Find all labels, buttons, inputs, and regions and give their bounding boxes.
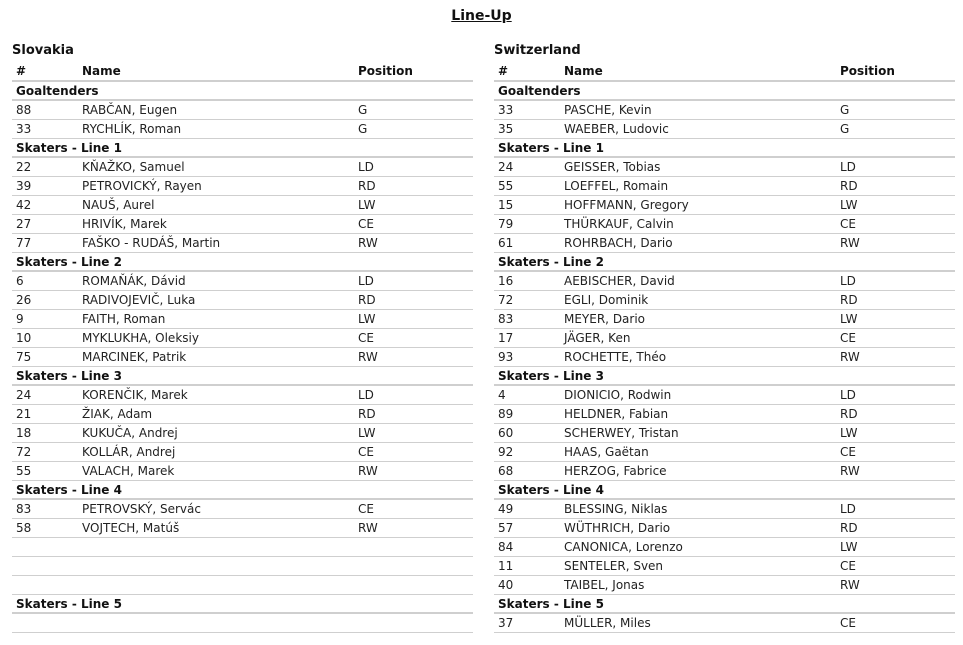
player-number: 9 xyxy=(16,312,24,326)
player-number: 33 xyxy=(498,103,514,117)
player-position: LW xyxy=(840,198,858,212)
player-name: MEYER, Dario xyxy=(564,312,646,326)
player-number: 22 xyxy=(16,160,32,174)
player-position: CE xyxy=(358,502,374,516)
table-row xyxy=(12,215,473,234)
player-name: WAEBER, Ludovic xyxy=(564,122,669,136)
player-position: CE xyxy=(358,331,374,345)
player-number: 6 xyxy=(16,274,24,288)
table-row xyxy=(12,196,473,215)
player-number: 4 xyxy=(498,388,506,402)
player-number: 24 xyxy=(498,160,514,174)
group-label: Skaters - Line 1 xyxy=(16,140,122,155)
player-name: KŇAŽKO, Samuel xyxy=(82,160,185,174)
table-row xyxy=(494,557,955,576)
group-header xyxy=(494,253,955,272)
player-name: MÜLLER, Miles xyxy=(564,616,651,630)
player-number: 24 xyxy=(16,388,32,402)
player-name: KORENČIK, Marek xyxy=(82,388,188,402)
player-name: ŽIAK, Adam xyxy=(82,407,153,421)
player-position: LD xyxy=(358,160,374,174)
player-number: 68 xyxy=(498,464,514,478)
table-row xyxy=(12,101,473,120)
group-header xyxy=(494,481,955,500)
player-number: 72 xyxy=(498,293,514,307)
player-position: RW xyxy=(840,236,860,250)
player-position: CE xyxy=(358,445,374,459)
player-name: WÜTHRICH, Dario xyxy=(564,521,671,535)
player-name: RADIVOJEVIČ, Luka xyxy=(82,293,196,307)
player-number: 75 xyxy=(16,350,32,364)
group-label: Goaltenders xyxy=(498,83,581,98)
table-row xyxy=(494,101,955,120)
player-position: LW xyxy=(358,198,376,212)
table-row xyxy=(12,386,473,405)
player-position: LD xyxy=(358,388,374,402)
table-row xyxy=(12,348,473,367)
player-name: PASCHE, Kevin xyxy=(564,103,652,117)
player-number: 42 xyxy=(16,198,32,212)
player-position: RW xyxy=(358,521,378,535)
table-row xyxy=(12,500,473,519)
table-header xyxy=(12,63,473,82)
player-number: 89 xyxy=(498,407,514,421)
group-label: Skaters - Line 2 xyxy=(16,254,122,269)
player-name: DIONICIO, Rodwin xyxy=(564,388,672,402)
group-label: Skaters - Line 3 xyxy=(16,368,122,383)
player-position: LW xyxy=(358,426,376,440)
table-row xyxy=(494,158,955,177)
player-number: 49 xyxy=(498,502,514,516)
table-row xyxy=(494,443,955,462)
roster-rows xyxy=(12,82,473,633)
table-row xyxy=(12,462,473,481)
player-name: BLESSING, Niklas xyxy=(564,502,668,516)
player-name: HELDNER, Fabian xyxy=(564,407,669,421)
player-name: SENTELER, Sven xyxy=(564,559,664,573)
player-position: LD xyxy=(840,502,856,516)
player-number: 39 xyxy=(16,179,32,193)
player-position: RW xyxy=(840,578,860,592)
player-number: 93 xyxy=(498,350,514,364)
team-table-slovakia xyxy=(12,42,473,633)
player-position: RD xyxy=(840,521,858,535)
table-row xyxy=(12,120,473,139)
player-name: HAAS, Gaëtan xyxy=(564,445,649,459)
header-name: Name xyxy=(564,64,603,78)
player-position: RW xyxy=(358,464,378,478)
table-row xyxy=(12,177,473,196)
player-number: 21 xyxy=(16,407,32,421)
player-number: 37 xyxy=(498,616,514,630)
header-number: # xyxy=(498,64,509,78)
table-row xyxy=(12,614,473,633)
group-label: Skaters - Line 2 xyxy=(498,254,604,269)
table-row xyxy=(494,500,955,519)
player-name: VALACH, Marek xyxy=(82,464,175,478)
roster-rows xyxy=(494,82,955,633)
player-position: RW xyxy=(840,350,860,364)
player-number: 35 xyxy=(498,122,514,136)
player-name: VOJTECH, Matúš xyxy=(82,521,180,535)
player-name: PETROVICKÝ, Rayen xyxy=(82,179,202,193)
player-name: FAŠKO - RUDÁŠ, Martin xyxy=(82,236,221,250)
team-name: Slovakia xyxy=(12,43,74,58)
table-row xyxy=(12,310,473,329)
table-row xyxy=(494,177,955,196)
group-header xyxy=(494,82,955,101)
player-name: KUKUČA, Andrej xyxy=(82,426,178,440)
player-position: RW xyxy=(840,464,860,478)
player-number: 11 xyxy=(498,559,514,573)
player-name: NAUŠ, Aurel xyxy=(82,198,155,212)
player-number: 27 xyxy=(16,217,32,231)
player-number: 72 xyxy=(16,445,32,459)
player-position: LW xyxy=(840,312,858,326)
table-row xyxy=(12,519,473,538)
player-number: 83 xyxy=(16,502,32,516)
player-position: LW xyxy=(840,540,858,554)
group-header xyxy=(494,367,955,386)
table-row xyxy=(12,234,473,253)
table-row xyxy=(494,234,955,253)
player-name: CANONICA, Lorenzo xyxy=(564,540,683,554)
table-row xyxy=(12,291,473,310)
table-row xyxy=(494,291,955,310)
player-number: 26 xyxy=(16,293,32,307)
player-name: FAITH, Roman xyxy=(82,312,166,326)
player-number: 16 xyxy=(498,274,514,288)
player-position: G xyxy=(358,103,368,117)
player-number: 88 xyxy=(16,103,32,117)
table-row xyxy=(494,576,955,595)
table-row xyxy=(12,272,473,291)
page-title: Line-Up xyxy=(451,8,512,24)
player-position: RD xyxy=(840,407,858,421)
player-name: HERZOG, Fabrice xyxy=(564,464,667,478)
table-row xyxy=(12,158,473,177)
player-name: MYKLUKHA, Oleksiy xyxy=(82,331,199,345)
table-row xyxy=(494,310,955,329)
group-header xyxy=(12,481,473,500)
player-number: 10 xyxy=(16,331,32,345)
group-header xyxy=(494,139,955,158)
table-row xyxy=(12,557,473,576)
player-name: ROMAŇÁK, Dávid xyxy=(82,274,186,288)
table-row xyxy=(12,538,473,557)
team-name: Switzerland xyxy=(494,43,581,58)
player-name: AEBISCHER, David xyxy=(564,274,675,288)
player-number: 84 xyxy=(498,540,514,554)
table-row xyxy=(494,348,955,367)
player-position: CE xyxy=(840,616,856,630)
table-row xyxy=(494,215,955,234)
player-number: 77 xyxy=(16,236,32,250)
player-position: CE xyxy=(840,331,856,345)
table-row xyxy=(494,386,955,405)
table-row xyxy=(12,405,473,424)
player-name: TAIBEL, Jonas xyxy=(564,578,645,592)
header-position: Position xyxy=(358,64,413,78)
player-position: CE xyxy=(840,559,856,573)
table-row xyxy=(494,120,955,139)
player-position: RD xyxy=(358,293,376,307)
group-header xyxy=(12,595,473,614)
player-number: 55 xyxy=(16,464,32,478)
player-name: SCHERWEY, Tristan xyxy=(564,426,679,440)
player-number: 92 xyxy=(498,445,514,459)
player-name: JÄGER, Ken xyxy=(564,331,631,345)
player-number: 60 xyxy=(498,426,514,440)
player-position: RD xyxy=(358,179,376,193)
player-number: 55 xyxy=(498,179,514,193)
group-header xyxy=(12,82,473,101)
player-position: CE xyxy=(358,217,374,231)
header-number: # xyxy=(16,64,27,78)
group-label: Skaters - Line 5 xyxy=(16,596,122,611)
player-position: LD xyxy=(840,388,856,402)
table-row xyxy=(12,329,473,348)
table-row xyxy=(494,405,955,424)
group-header xyxy=(12,367,473,386)
table-row xyxy=(494,272,955,291)
player-number: 79 xyxy=(498,217,514,231)
group-label: Goaltenders xyxy=(16,83,99,98)
team-table-switzerland xyxy=(494,42,955,633)
player-number: 15 xyxy=(498,198,514,212)
player-name: MARCINEK, Patrik xyxy=(82,350,187,364)
player-name: HRIVÍK, Marek xyxy=(82,217,167,231)
table-row xyxy=(494,538,955,557)
player-position: CE xyxy=(840,445,856,459)
player-position: RD xyxy=(840,293,858,307)
table-row xyxy=(12,576,473,595)
header-name: Name xyxy=(82,64,121,78)
group-header xyxy=(494,595,955,614)
player-position: G xyxy=(840,122,850,136)
table-row xyxy=(494,519,955,538)
player-name: RABČAN, Eugen xyxy=(82,103,178,117)
player-position: RW xyxy=(358,236,378,250)
group-label: Skaters - Line 4 xyxy=(16,482,122,497)
table-row xyxy=(12,443,473,462)
group-header xyxy=(12,139,473,158)
header-position: Position xyxy=(840,64,895,78)
player-name: PETROVSKÝ, Servác xyxy=(82,502,201,516)
player-position: LW xyxy=(840,426,858,440)
table-row xyxy=(494,424,955,443)
player-position: LD xyxy=(840,274,856,288)
player-number: 17 xyxy=(498,331,514,345)
player-position: RD xyxy=(358,407,376,421)
player-position: LW xyxy=(358,312,376,326)
player-position: RD xyxy=(840,179,858,193)
player-number: 33 xyxy=(16,122,32,136)
player-position: RW xyxy=(358,350,378,364)
player-number: 18 xyxy=(16,426,32,440)
table-row xyxy=(12,424,473,443)
table-row xyxy=(494,614,955,633)
table-row xyxy=(494,196,955,215)
player-name: THÜRKAUF, Calvin xyxy=(564,217,674,231)
player-name: RYCHLÍK, Roman xyxy=(82,122,182,136)
group-header xyxy=(12,253,473,272)
group-label: Skaters - Line 5 xyxy=(498,596,604,611)
group-label: Skaters - Line 3 xyxy=(498,368,604,383)
player-name: KOLLÁR, Andrej xyxy=(82,445,176,459)
player-name: GEISSER, Tobias xyxy=(564,160,661,174)
player-number: 61 xyxy=(498,236,514,250)
player-position: CE xyxy=(840,217,856,231)
group-label: Skaters - Line 4 xyxy=(498,482,604,497)
player-number: 83 xyxy=(498,312,514,326)
player-position: G xyxy=(840,103,850,117)
group-label: Skaters - Line 1 xyxy=(498,140,604,155)
player-position: LD xyxy=(840,160,856,174)
player-number: 57 xyxy=(498,521,514,535)
player-position: G xyxy=(358,122,368,136)
table-header xyxy=(494,63,955,82)
table-row xyxy=(494,462,955,481)
player-name: HOFFMANN, Gregory xyxy=(564,198,689,212)
player-number: 58 xyxy=(16,521,32,535)
player-name: ROCHETTE, Théo xyxy=(564,350,667,364)
player-position: LD xyxy=(358,274,374,288)
player-name: LOEFFEL, Romain xyxy=(564,179,669,193)
player-name: EGLI, Dominik xyxy=(564,293,649,307)
table-row xyxy=(494,329,955,348)
player-name: ROHRBACH, Dario xyxy=(564,236,673,250)
player-number: 40 xyxy=(498,578,514,592)
